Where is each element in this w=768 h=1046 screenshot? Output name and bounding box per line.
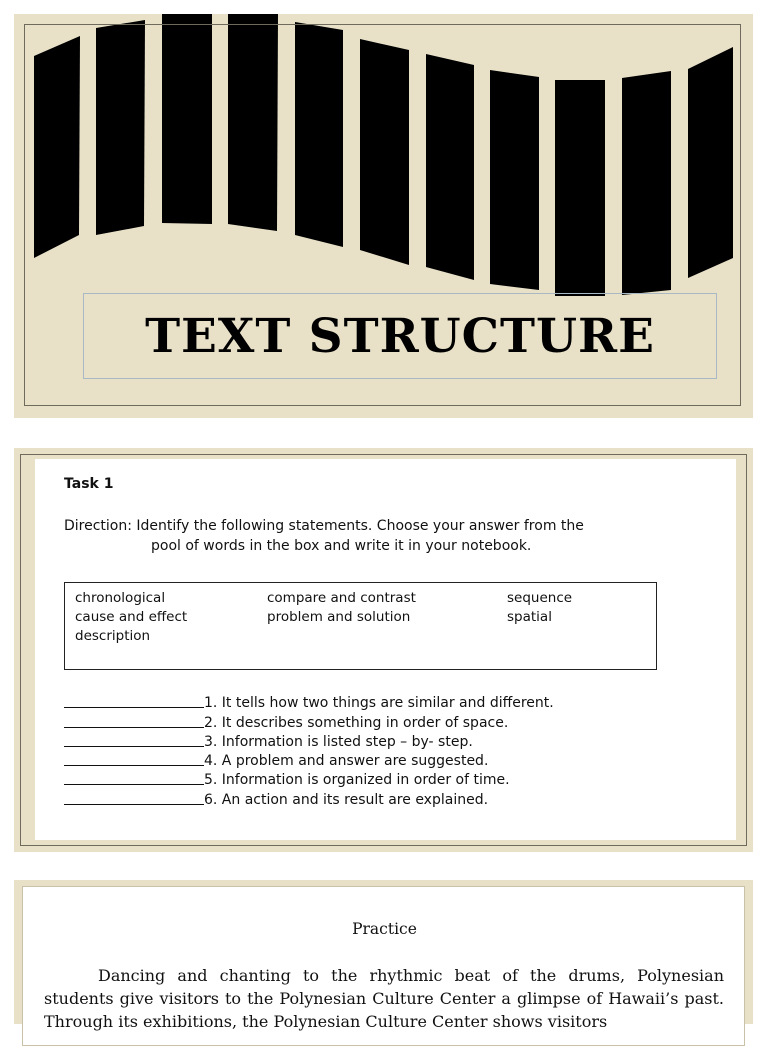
answer-blank	[64, 707, 204, 708]
practice-paragraph-text: Dancing and chanting to the rhythmic beat of the drums, Polynesian students give visitors to the Polynesian Culture Center a glimpse of Hawaii’s past. Through its exhibitions, the Polynesian Culture Center shows visitors	[44, 966, 724, 1031]
direction-line: Direction: Identify the following statements. Choose your answer from the	[64, 518, 584, 534]
question-text: 5. Information is organized in order of time.	[204, 772, 510, 788]
question-row	[64, 753, 488, 769]
answer-blank	[64, 784, 204, 785]
question-text: 1. It tells how two things are similar and different.	[204, 695, 554, 711]
word-option: spatial	[507, 609, 552, 625]
question-row	[64, 734, 473, 750]
question-text: 6. An action and its result are explained.	[204, 792, 489, 808]
practice-slide	[14, 880, 753, 1031]
word-pool-box	[64, 582, 657, 670]
question-row	[64, 695, 554, 711]
direction-line: pool of words in the box and write it in your notebook.	[151, 538, 532, 554]
direction-text	[64, 516, 664, 556]
task-page	[35, 459, 736, 840]
question-text: 2. It describes something in order of space.	[204, 715, 509, 731]
answer-blank	[64, 765, 204, 766]
practice-title: Practice	[352, 920, 417, 938]
word-option: problem and solution	[267, 609, 411, 625]
page-title: TEXT STRUCTURE	[145, 308, 655, 364]
practice-page	[22, 886, 745, 1046]
word-option: description	[75, 628, 151, 644]
word-option: compare and contrast	[267, 590, 416, 606]
answer-blank	[64, 804, 204, 805]
task-title: Task 1	[64, 476, 114, 492]
word-option: cause and effect	[75, 609, 188, 625]
question-text: 3. Information is listed step – by- step.	[204, 734, 473, 750]
word-option: sequence	[507, 590, 573, 606]
title-box	[83, 293, 717, 379]
question-row	[64, 772, 510, 788]
answer-blank	[64, 727, 204, 728]
word-option: chronological	[75, 590, 166, 606]
question-text: 4. A problem and answer are suggested.	[204, 753, 489, 769]
practice-paragraph	[44, 964, 724, 1033]
title-slide	[14, 14, 753, 418]
answer-blank	[64, 746, 204, 747]
question-row	[64, 715, 508, 731]
task-slide	[14, 448, 753, 852]
question-row	[64, 792, 488, 808]
